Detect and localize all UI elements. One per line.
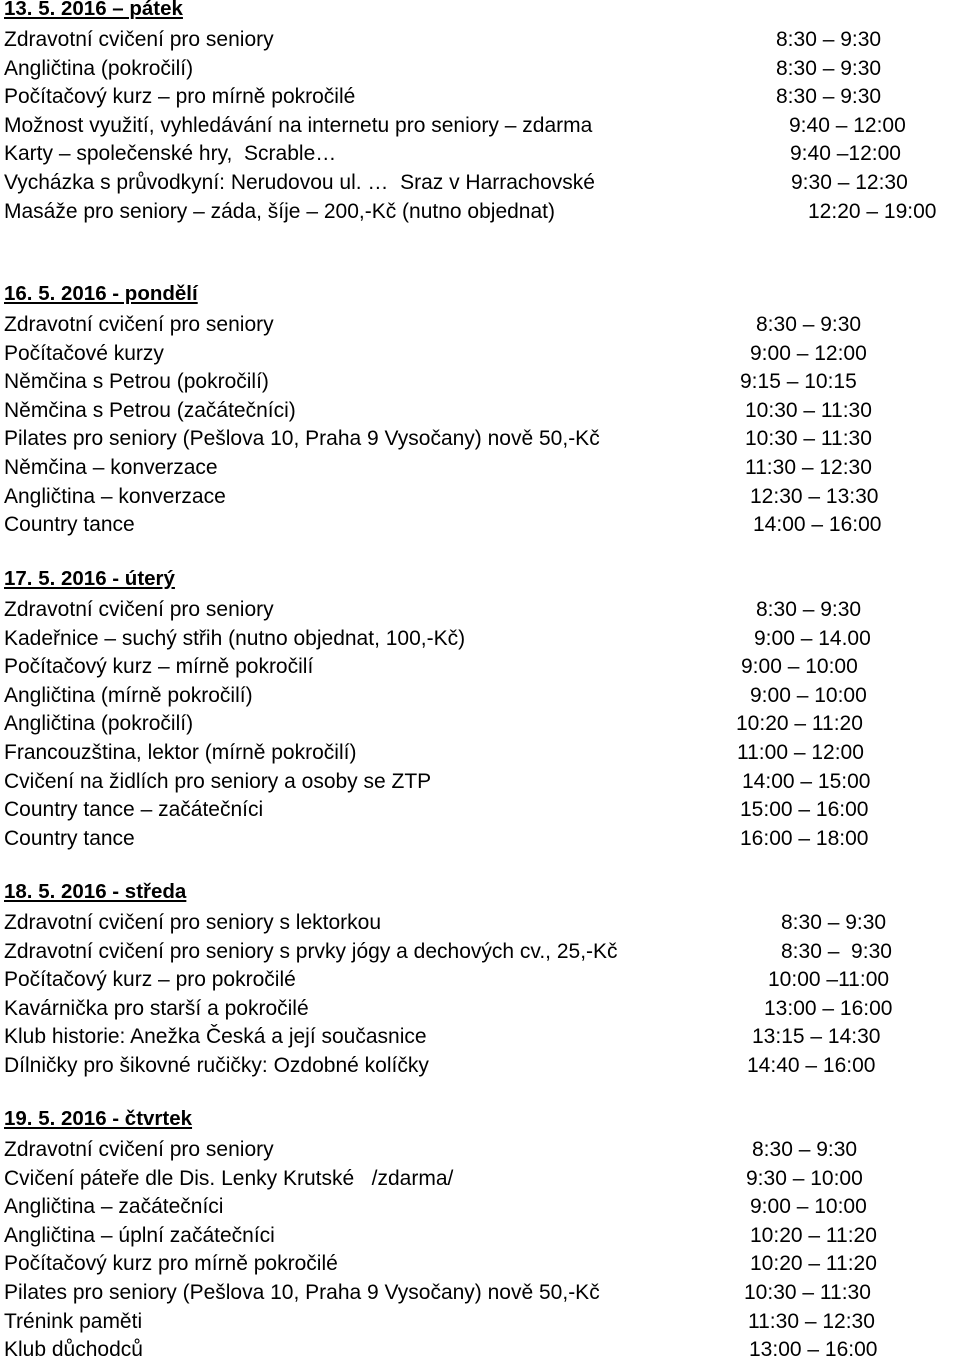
schedule-row: [4, 740, 956, 769]
day-section-thursday: [4, 1108, 956, 1366]
schedule-row: [4, 113, 956, 142]
activity-time: 9:30 – 10:00: [746, 1166, 863, 1190]
activity-time: 9:00 – 12:00: [750, 341, 867, 365]
activity-name: Karty – společenské hry, Scrable…: [4, 142, 337, 166]
schedule-row: [4, 967, 956, 996]
activity-name: Pilates pro seniory (Pešlova 10, Praha 9 Vysočany) nově 50,-Kč: [4, 1280, 600, 1304]
activity-name: Počítačový kurz – pro mírně pokročilé: [4, 85, 356, 109]
activity-time: 9:00 – 14.00: [754, 626, 871, 650]
day-section-tuesday: [4, 568, 956, 854]
schedule-row: [4, 683, 956, 712]
activity-time: 16:00 – 18:00: [740, 826, 869, 850]
activity-time: 10:20 – 11:20: [750, 1223, 877, 1247]
activity-time: 10:30 – 11:30: [744, 1280, 871, 1304]
activity-name: Zdravotní cvičení pro seniory: [4, 313, 274, 336]
activity-time: 14:40 – 16:00: [747, 1053, 876, 1077]
activity-time: 10:30 – 11:30: [745, 427, 872, 451]
schedule-row: [4, 56, 956, 85]
activity-time: 8:30 – 9:30: [756, 598, 862, 621]
activity-name: Zdravotní cvičení pro seniory s prvky jógy a dechových cv., 25,-Kč: [4, 939, 618, 963]
day-section-friday: [4, 0, 956, 227]
activity-time: 9:40 – 12:00: [789, 113, 906, 137]
activity-time: 10:30 – 11:30: [745, 398, 872, 422]
activity-time: 8:30 – 9:30: [781, 911, 887, 934]
schedule-row: [4, 1166, 956, 1195]
activity-name: Francouzština, lektor (mírně pokročilí): [4, 740, 357, 764]
activity-name: Vycházka s průvodkyní: Nerudovou ul. … Sraz v Harrachovské: [4, 170, 595, 194]
day-heading: 17. 5. 2016 - úterý: [4, 567, 175, 590]
schedule-row: [4, 141, 956, 170]
day-heading: 13. 5. 2016 – pátek: [4, 0, 183, 20]
schedule-row: [4, 797, 956, 826]
schedule-row: [4, 27, 956, 56]
activity-name: Počítačový kurz pro mírně pokročilé: [4, 1252, 338, 1276]
activity-time: 10:20 – 11:20: [750, 1252, 877, 1276]
schedule-row: [4, 1251, 956, 1280]
schedule-row: [4, 996, 956, 1025]
schedule-row: [4, 512, 956, 541]
schedule-row: [4, 1053, 956, 1082]
activity-name: Kavárnička pro starší a pokročilé: [4, 996, 309, 1020]
activity-name: Klub historie: Anežka Česká a její současnice: [4, 1025, 427, 1049]
activity-time: 8:30 – 9:30: [776, 28, 882, 51]
schedule-row: [4, 626, 956, 655]
schedule-row: [4, 1223, 956, 1252]
activity-name: Němčina s Petrou (pokročilí): [4, 370, 269, 394]
activity-name: Zdravotní cvičení pro seniory s lektorkou: [4, 911, 381, 934]
activity-time: 13:00 – 16:00: [749, 1338, 878, 1362]
schedule-row: [4, 711, 956, 740]
schedule-row: [4, 341, 956, 370]
activity-time: 14:00 – 15:00: [742, 769, 871, 793]
activity-name: Němčina s Petrou (začátečníci): [4, 398, 296, 422]
activity-time: 8:30 – 9:30: [752, 1138, 858, 1161]
day-section-monday: [4, 283, 956, 541]
schedule-row: [4, 484, 956, 513]
activity-time: 12:30 – 13:30: [750, 484, 879, 508]
activity-name: Zdravotní cvičení pro seniory: [4, 598, 274, 621]
activity-time: 9:30 – 12:30: [791, 170, 908, 194]
activity-name: Pilates pro seniory (Pešlova 10, Praha 9 Vysočany) nově 50,-Kč: [4, 427, 600, 451]
schedule-row: [4, 826, 956, 855]
activity-name: Klub důchodců: [4, 1338, 143, 1362]
schedule-row: [4, 910, 956, 939]
activity-time: 11:30 – 12:30: [748, 1309, 875, 1333]
activity-name: Kadeřnice – suchý střih (nutno objednat, 100,-Kč): [4, 626, 466, 650]
activity-name: Počítačový kurz – pro pokročilé: [4, 968, 296, 992]
schedule-row: [4, 312, 956, 341]
activity-time: 9:00 – 10:00: [750, 683, 867, 707]
schedule-row: [4, 597, 956, 626]
schedule-row: [4, 398, 956, 427]
activity-name: Počítačové kurzy: [4, 341, 164, 365]
activity-name: Možnost využití, vyhledávání na internetu pro seniory – zdarma: [4, 113, 593, 137]
schedule-row: [4, 1194, 956, 1223]
activity-name: Country tance: [4, 513, 135, 537]
day-section-wednesday: [4, 881, 956, 1082]
activity-time: 11:30 – 12:30: [745, 455, 872, 479]
activity-time: 8:30 – 9:30: [776, 85, 882, 109]
activity-name: Dílničky pro šikovné ručičky: Ozdobné kolíčky: [4, 1053, 429, 1077]
activity-time: 9:00 – 10:00: [750, 1195, 867, 1219]
activity-name: Angličtina (mírně pokročilí): [4, 683, 253, 707]
activity-name: Country tance: [4, 826, 135, 850]
schedule-row: [4, 455, 956, 484]
activity-time: 11:00 – 12:00: [737, 740, 864, 764]
activity-name: Cvičení páteře dle Dis. Lenky Krutské /zdarma/: [4, 1166, 454, 1190]
schedule-row: [4, 84, 956, 113]
activity-time: 9:00 – 10:00: [741, 655, 858, 679]
activity-name: Zdravotní cvičení pro seniory: [4, 1138, 274, 1161]
activity-name: Počítačový kurz – mírně pokročilí: [4, 655, 314, 679]
schedule-row: [4, 1137, 956, 1166]
schedule-row: [4, 1280, 956, 1309]
activity-name: Angličtina – konverzace: [4, 484, 226, 508]
day-heading: 18. 5. 2016 - středa: [4, 880, 187, 903]
activity-name: Angličtina (pokročilí): [4, 712, 194, 736]
activity-name: Angličtina (pokročilí): [4, 56, 194, 80]
activity-time: 10:00 –11:00: [768, 968, 890, 992]
day-heading: 19. 5. 2016 - čtvrtek: [4, 1107, 193, 1130]
activity-time: 9:15 – 10:15: [740, 370, 857, 394]
activity-name: Němčina – konverzace: [4, 455, 218, 479]
schedule-row: [4, 654, 956, 683]
activity-time: 9:40 –12:00: [790, 142, 901, 166]
schedule-row: [4, 769, 956, 798]
activity-time: 8:30 – 9:30: [781, 939, 892, 963]
schedule-row: [4, 1337, 956, 1366]
schedule-row: [4, 1024, 956, 1053]
schedule-row: [4, 426, 956, 455]
activity-time: 14:00 – 16:00: [753, 513, 882, 537]
activity-name: Cvičení na židlích pro seniory a osoby se ZTP: [4, 769, 432, 793]
schedule-row: [4, 369, 956, 398]
schedule-row: [4, 939, 956, 968]
schedule-row: [4, 170, 956, 199]
schedule-row: [4, 1309, 956, 1338]
schedule-row: [4, 199, 956, 228]
activity-name: Zdravotní cvičení pro seniory: [4, 28, 274, 51]
activity-time: 13:15 – 14:30: [752, 1025, 881, 1049]
activity-time: 10:20 – 11:20: [736, 712, 863, 736]
activity-time: 12:20 – 19:00: [808, 199, 937, 223]
activity-name: Country tance – začátečníci: [4, 798, 264, 822]
day-heading: 16. 5. 2016 - pondělí: [4, 282, 198, 305]
activity-time: 8:30 – 9:30: [756, 313, 862, 336]
activity-name: Masáže pro seniory – záda, šíje – 200,-Kč (nutno objednat): [4, 199, 555, 223]
activity-name: Angličtina – úplní začátečníci: [4, 1223, 275, 1247]
activity-time: 8:30 – 9:30: [776, 56, 882, 80]
activity-time: 15:00 – 16:00: [740, 798, 869, 822]
activity-name: Angličtina – začátečníci: [4, 1195, 224, 1219]
activity-name: Trénink paměti: [4, 1309, 143, 1333]
activity-time: 13:00 – 16:00: [764, 996, 893, 1020]
